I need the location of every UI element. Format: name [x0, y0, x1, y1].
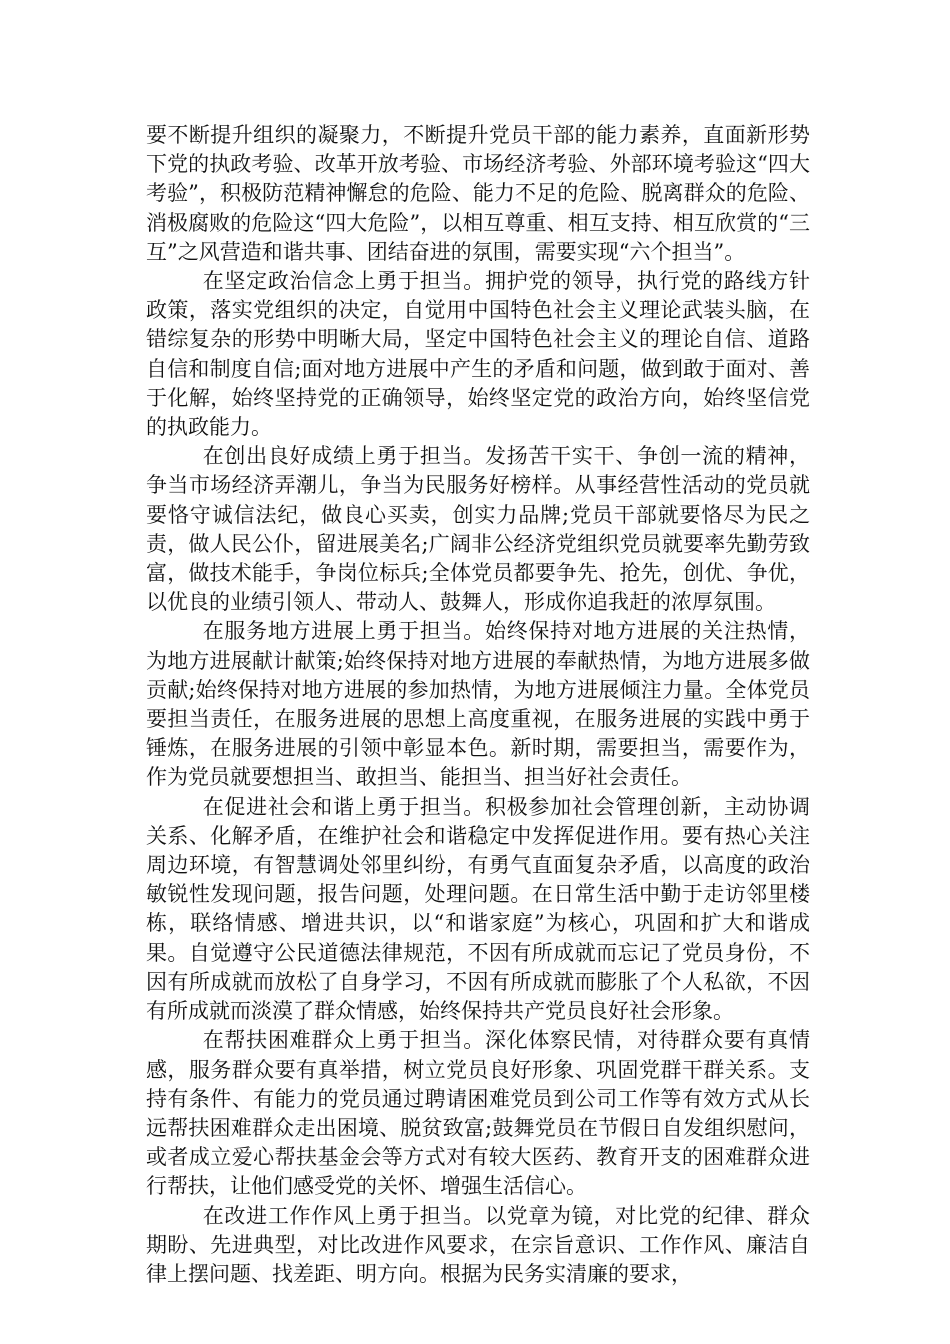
paragraph-local-development: 在服务地方进展上勇于担当。始终保持对地方进展的关注热情，为地方进展献计献策;始终保持对地方进展的奉献热情，为地方进展多做贡献;始终保持对地方进展的参加热情，为地方进展倾注力量。全体党员要担当责任，在服务进展的思想上高度重视，在服务进展的实践中勇于锤炼，在服务进展的引领中彰显本色。新时期，需要担当，需要作为，作为党员就要想担当、敢担当、能担当、担当好社会责任。 — [146, 619, 810, 790]
paragraph-political-belief: 在坚定政治信念上勇于担当。拥护党的领导，执行党的路线方针政策，落实党组织的决定，自觉用中国特色社会主义理论武装头脑，在错综复杂的形势中明晰大局，坚定中国特色社会主义的理论自信、道路自信和制度自信;面对地方进展中产生的矛盾和问题，做到敢于面对、善于化解，始终坚持党的正确领导，始终坚定党的政治方向，始终坚信党的执政能力。 — [146, 269, 810, 440]
paragraph-intro: 要不断提升组织的凝聚力，不断提升党员干部的能力素养，直面新形势下党的执政考验、改革开放考验、市场经济考验、外部环境考验这“四大考验”，积极防范精神懈怠的危险、能力不足的危险、脱离群众的危险、消极腐败的危险这“四大危险”，以相互尊重、相互支持、相互欣赏的“三互”之风营造和谐共事、团结奋进的氛围，需要实现“六个担当”。 — [146, 123, 810, 264]
paragraph-work-style: 在改进工作作风上勇于担当。以党章为镜，对比党的纪律、群众期盼、先进典型，对比改进作风要求，在宗旨意识、工作作风、廉洁自律上摆问题、找差距、明方向。根据为民务实清廉的要求， — [146, 1203, 810, 1286]
document-body — [146, 121, 810, 1289]
paragraph-helping-needy: 在帮扶困难群众上勇于担当。深化体察民情，对待群众要有真情感，服务群众要有真举措，树立党员良好形象、巩固党群干群关系。支持有条件、有能力的党员通过聘请困难党员到公司工作等有效方式从长远帮扶困难群众走出困境、脱贫致富;鼓舞党员在节假日自发组织慰问，或者成立爱心帮扶基金会等方式对有较大医药、教育开支的困难群众进行帮扶，让他们感受党的关怀、增强生活信心。 — [146, 1028, 810, 1199]
paragraph-social-harmony: 在促进社会和谐上勇于担当。积极参加社会管理创新，主动协调关系、化解矛盾，在维护社会和谐稳定中发挥促进作用。要有热心关注周边环境，有智慧调处邻里纠纷，有勇气直面复杂矛盾，以高度的政治敏锐性发现问题，报告问题，处理问题。在日常生活中勤于走访邻里楼栋，联络情感、增进共识，以“和谐家庭”为核心，巩固和扩大和谐成果。自觉遵守公民道德法律规范，不因有所成就而忘记了党员身份，不因有所成就而放松了自身学习，不因有所成就而膨胀了个人私欲，不因有所成就而淡漠了群众情感，始终保持共产党员良好社会形象。 — [146, 794, 810, 1024]
paragraph-good-results: 在创出良好成绩上勇于担当。发扬苦干实干、争创一流的精神，争当市场经济弄潮儿，争当为民服务好榜样。从事经营性活动的党员就要恪守诚信法纪，做良心买卖，创实力品牌;党员干部就要恪尽为民之责，做人民公仆，留进展美名;广阔非公经济党组织党员就要率先勤劳致富，做技术能手，争岗位标兵;全体党员都要争先、抢先，创优、争优，以优良的业绩引领人、带动人、鼓舞人，形成你追我赶的浓厚氛围。 — [146, 444, 810, 615]
